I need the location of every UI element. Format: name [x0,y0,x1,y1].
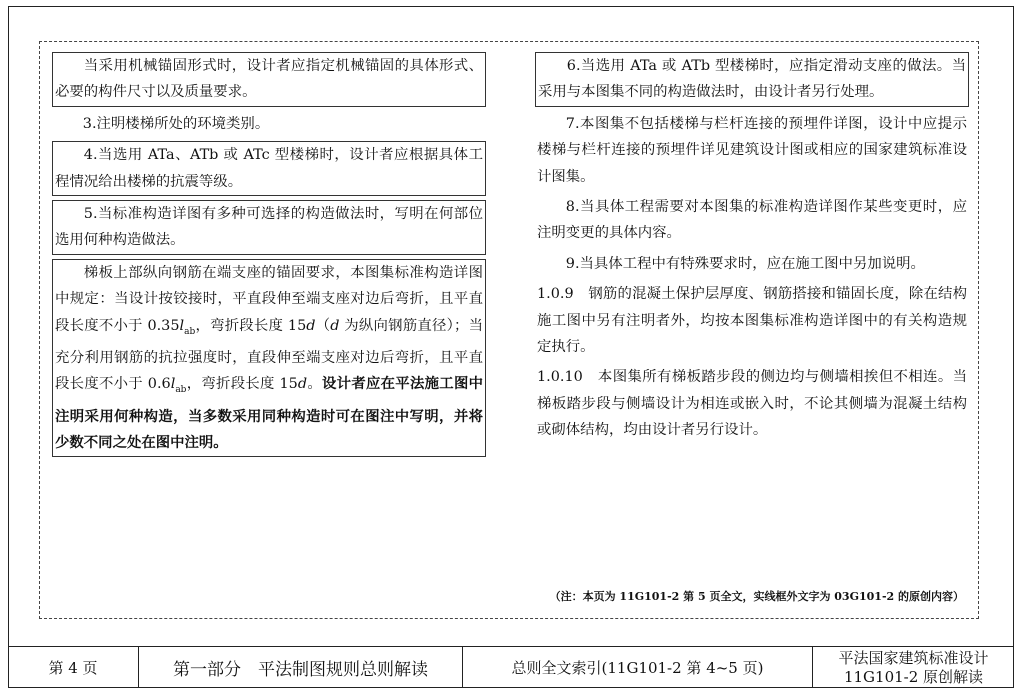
paragraph-environment-class: 3.注明楼梯所处的环境类别。 [82,115,270,132]
bold-requirement-text: 设计者应在平法施工图中注明采用何种构造，当多数采用同种构造时可在图注中写明，并将少数不同之处在图中注明。 [55,375,483,452]
right-column [535,52,969,448]
clause-1-0-10: 1.0.10 本图集所有梯板踏步段的侧边均与侧墙相挨但不相连。当梯板踏步段与侧墙设计为相连或嵌入时，不论其侧墙为混凝土结构或砌体结构，均由设计者另行设计。 [537,369,967,439]
paragraph-detail-change: 8.当具体工程需要对本图集的标准构造详图作某些变更时，应注明变更的具体内容。 [537,199,967,242]
index-title: 总则全文索引(11G101-2 第 4~5 页) [463,647,813,688]
paragraph-special-requirement: 9.当具体工程中有特殊要求时，应在施工图中另加说明。 [565,255,925,272]
clause-1-0-9: 1.0.9 钢筋的混凝土保护层厚度、钢筋搭接和锚固长度，除在结构施工图中另有注明者外，均按本图集标准构造详图中的有关构造规定执行。 [537,286,967,356]
left-column [52,52,486,461]
paragraph-construction-option: 5.当标准构造详图有多种可选择的构造做法时，写明在何部位选用何种构造做法。 [52,200,486,255]
series-line-2: 11G101-2 原创解读 [843,667,984,686]
page-number: 第 4 页 [8,647,139,688]
paragraph-sliding-support: 6.当选用 ATa 或 ATb 型楼梯时，应指定滑动支座的做法。当采用与本图集不同的构造做法时，由设计者另行处理。 [535,52,969,107]
paragraph-embedded-parts: 7.本图集不包括楼梯与栏杆连接的预埋件详图，设计中应提示楼梯与栏杆连接的预埋件详见建筑设计图或相应的国家建筑标准设计图集。 [537,115,967,185]
title-block [8,646,1014,688]
section-title: 第一部分 平法制图规则总则解读 [139,647,463,688]
series-line-1: 平法国家建筑标准设计 [838,648,989,667]
series-title [813,647,1014,688]
paragraph-anchorage-requirement: 梯板上部纵向钢筋在端支座的锚固要求，本图集标准构造详图中规定：当设计按铰接时，平直段伸至端支座对边后弯折，且平直段长度不小于 $0.35l_{ab}$，弯折段长度 15d（d 为纵向钢筋直径）；当充分利用钢筋的抗拉强度时，直段伸至端支座对边后弯折，且平直段长度不小于 $0.6l_{ab}$，弯折段长度 15d。设计者应在平法施工图中注明采用何种构造，当多数采用同种构造时可在图注中写明，并将少数不同之处在图中注明。 [52,259,486,458]
paragraph-seismic-grade: 4.当选用 ATa、ATb 或 ATc 型楼梯时，设计者应根据具体工程情况给出楼梯的抗震等级。 [52,141,486,196]
paragraph-mechanical-anchorage: 当采用机械锚固形式时，设计者应指定机械锚固的具体形式、必要的构件尺寸以及质量要求。 [52,52,486,107]
footnote: （注：本页为 11G101-2 第 5 页全文，实线框外文字为 03G101-2 的原创内容） [549,590,964,603]
